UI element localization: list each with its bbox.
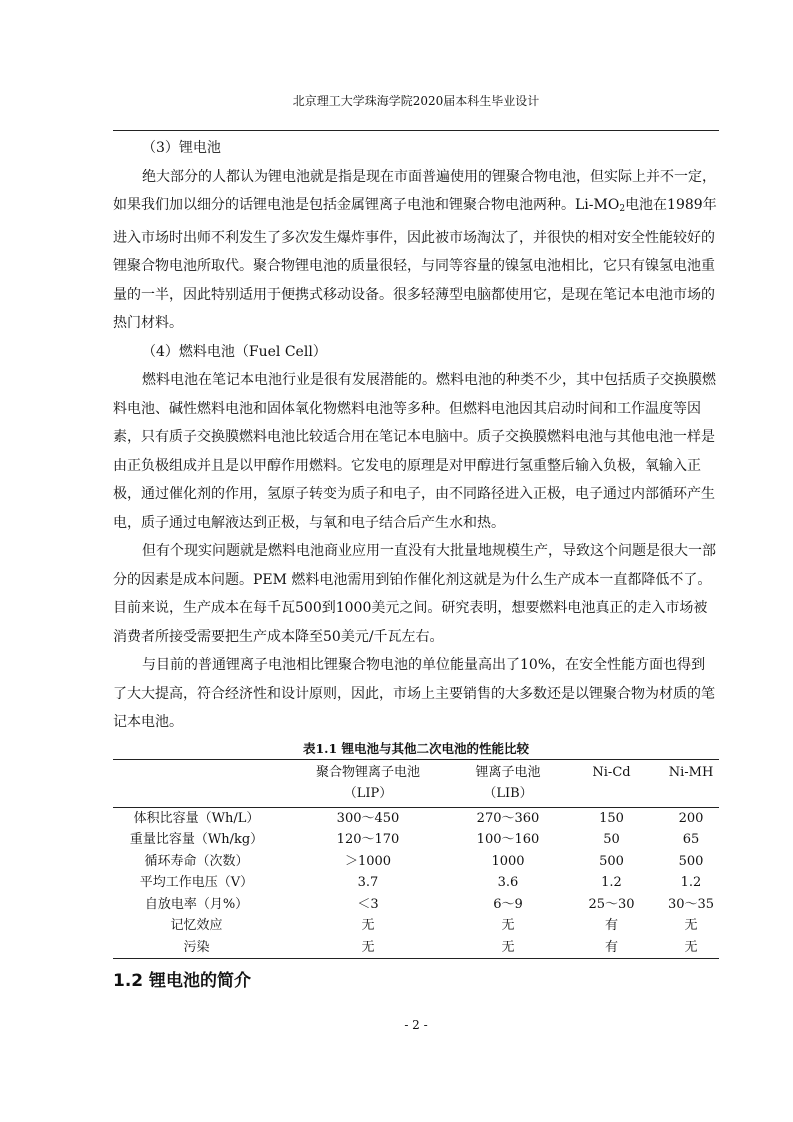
table-cell: 无 bbox=[361, 918, 375, 933]
table-cell: 平均工作电压（V） bbox=[139, 875, 254, 890]
table-row bbox=[113, 851, 719, 873]
table-cell: 有 bbox=[604, 918, 618, 933]
table-row bbox=[113, 807, 719, 829]
table-cell: 200 bbox=[678, 810, 704, 826]
table-cell: 无 bbox=[501, 918, 515, 933]
table-header-cell: （LIB） bbox=[456, 783, 560, 807]
section-3-paragraph bbox=[113, 163, 719, 338]
table-cell: 重量比容量（Wh/kg） bbox=[129, 832, 264, 847]
table-cell: 记忆效应 bbox=[170, 918, 223, 933]
table-cell: 65 bbox=[682, 832, 700, 847]
table-cell: 自放电率（月%） bbox=[144, 896, 249, 912]
section-4-paragraph-3: 与目前的普通锂离子电池相比锂聚合物电池的单位能量高出了10%，在安全性能方面也得到了大大提高，符合经济性和设计原则，因此，市场上主要销售的大多数还是以锂聚合物为材质的笔记本电池。 bbox=[113, 657, 715, 730]
table-cell: ＞1000 bbox=[344, 853, 392, 869]
section-4-paragraph-1: 燃料电池在笔记本电池行业是很有发展潜能的。燃料电池的种类不少，其中包括质子交换膜燃料电池、碱性燃料电池和固体氧化物燃料电池等多种。但燃料电池因其启动时间和工作温度等因素，只有质子交换膜燃料电池比较适合用在笔记本电脑中。质子交换膜燃料电池与其他电池一样是由正负极组成并且是以甲醇作用燃料。它发电的原理是对甲醇进行氢重整后输入负极，氧输入正极，通过催化剂的作用，氢原子转变为质子和电子，由不同路径进入正极，电子通过内部循环产生电，质子通过电解液达到正极，与氧和电子结合后产生水和热。 bbox=[113, 372, 716, 531]
table-cell: 1000 bbox=[491, 853, 525, 869]
table-cell: 循环寿命（次数） bbox=[144, 853, 249, 869]
table-header-cell bbox=[113, 783, 280, 807]
table-row bbox=[113, 894, 719, 916]
section-4-paragraph-2: 但有个现实问题就是燃料电池商业应用一直没有大批量地规模生产，导致这个问题是很大一部分的因素是成本问题。PEM 燃料电池需用到铂作催化剂这就是为什么生产成本一直都降低不了。目前来说，生产成本在每千瓦500到1000美元之间。研究表明，想要燃料电池真正的走入市场被消费者所接受需要把生产成本降至50美元/千瓦左右。 bbox=[113, 543, 716, 645]
table-cell: 污染 bbox=[183, 939, 210, 955]
table-cell: ＜3 bbox=[357, 896, 379, 912]
table-header-cell bbox=[663, 783, 719, 807]
page-content bbox=[113, 134, 719, 995]
table-cell: 300～450 bbox=[336, 810, 400, 826]
table-cell: 6～9 bbox=[493, 896, 523, 912]
table-cell: 3.7 bbox=[357, 875, 379, 890]
section-title: 1.2 锂电池的简介 bbox=[113, 971, 252, 991]
table-cell: 50 bbox=[603, 832, 620, 847]
table-header-cell: Ni-MH bbox=[668, 764, 714, 780]
page-header: 北京理工大学珠海学院2020届本科生毕业设计 bbox=[292, 94, 540, 108]
table-row bbox=[113, 872, 719, 894]
table-row bbox=[113, 829, 719, 851]
table-header-cell bbox=[113, 759, 280, 783]
subscript: 2 bbox=[619, 204, 626, 214]
table-cell: 270～360 bbox=[476, 810, 540, 826]
table-header-cell bbox=[560, 783, 663, 807]
table-cell: 3.6 bbox=[497, 875, 519, 890]
table-cell: 100～160 bbox=[476, 832, 540, 847]
table-cell: 1.2 bbox=[680, 875, 702, 890]
table-cell: 无 bbox=[361, 939, 375, 955]
table-caption: 表1.1 锂电池与其他二次电池的性能比较 bbox=[302, 740, 530, 756]
table-cell: 120～170 bbox=[336, 832, 400, 847]
table-header-row bbox=[113, 783, 719, 807]
table-cell: 500 bbox=[678, 853, 704, 869]
table-cell: 30～35 bbox=[667, 896, 715, 912]
table-cell: 1.2 bbox=[601, 875, 622, 890]
table-header-cell: 锂离子电池 bbox=[475, 764, 541, 780]
section-3-heading: （3）锂电池 bbox=[142, 140, 221, 156]
table-row bbox=[113, 937, 719, 959]
performance-table bbox=[113, 759, 719, 960]
table-header-cell: 聚合物锂离子电池 bbox=[315, 764, 420, 780]
header-rule bbox=[113, 130, 719, 131]
page-number: - 2 - bbox=[404, 1018, 428, 1032]
table-cell: 无 bbox=[684, 939, 698, 955]
section-3-text-b: 电池在1989年进入市场时出师不利发生了多次发生爆炸事件，因此被市场淘汰了，并很快的相对安全性能较好的锂聚合物电池所取代。聚合物锂电池的质量很轻，与同等容量的镍氢电池相比，它只有镍氢电池重量的一半，因此特别适用于便携式移动设备。很多轻薄型电脑都使用它，是现在笔记本电池市场的热门材料。 bbox=[113, 197, 717, 331]
table-cell: 体积比容量（Wh/L） bbox=[133, 810, 260, 826]
table-cell: 无 bbox=[501, 939, 515, 955]
table-row bbox=[113, 915, 719, 937]
section-4-heading: （4）燃料电池（Fuel Cell） bbox=[142, 343, 327, 360]
table-cell: 500 bbox=[599, 853, 624, 869]
table-cell: 150 bbox=[599, 810, 624, 826]
section-3-text-a: 绝大部分的人都认为锂电池就是指是现在市面普遍使用的锂聚合物电池，但实际上并不一定，如果我们加以细分的话锂电池是包括金属锂离子电池和锂聚合物电池两种。Li-MO bbox=[113, 168, 716, 213]
table-cell: 有 bbox=[604, 939, 618, 955]
table-header-cell: Ni-Cd bbox=[592, 764, 631, 780]
table-cell: 25～30 bbox=[588, 896, 635, 912]
table-cell: 无 bbox=[684, 918, 698, 933]
table-header-row bbox=[113, 759, 719, 783]
table-header-cell: （LIP） bbox=[280, 783, 456, 807]
